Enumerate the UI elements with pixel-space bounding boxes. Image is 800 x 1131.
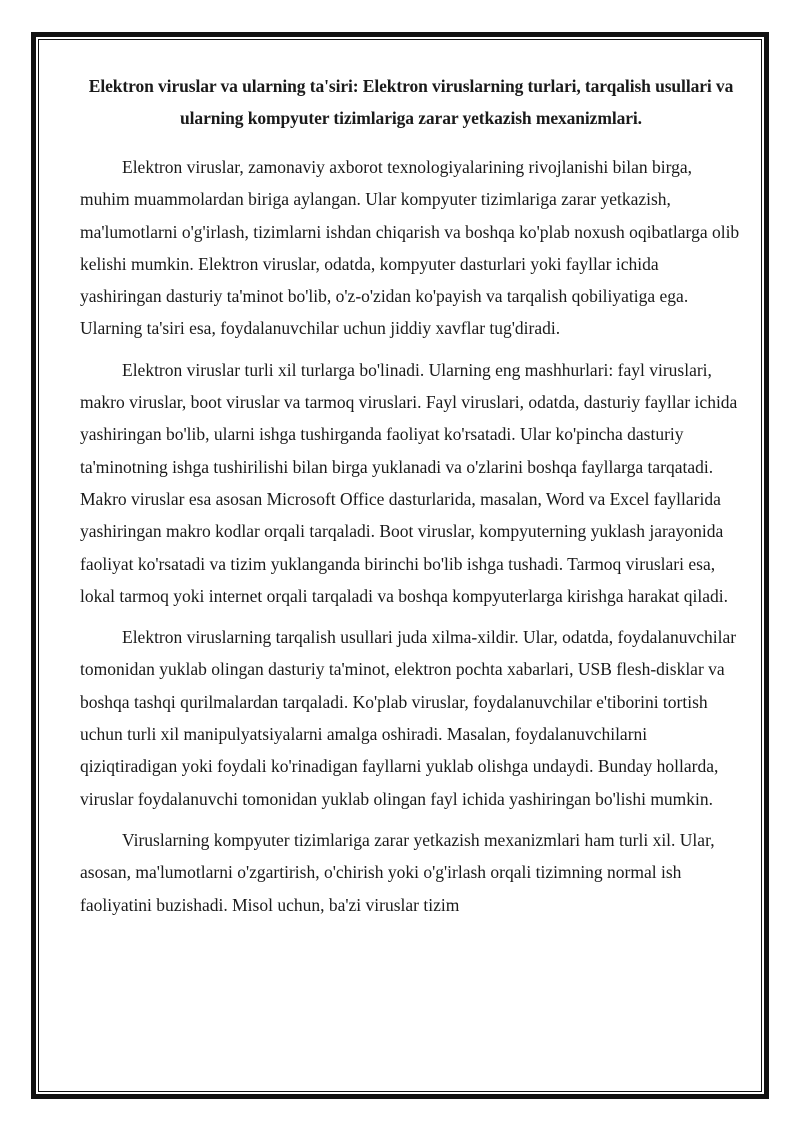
paragraph-2: Elektron viruslar turli xil turlarga bo'linadi. Ularning eng mashhurlari: fayl viruslari, makro viruslar, boot viruslar va tarmoq viruslari. Fayl viruslari, odatda, dasturiy fayllar ichida yashiringan bo'lib, ularni ishga tushirganda faoliyat ko'rsatadi. Ular ko'pincha dasturiy ta'minotning ishga tushirilishi bilan birga yuklanadi va o'zlarini boshqa fayllarga tarqatadi. Makro viruslar esa asosan Microsoft Office dasturlarida, masalan, Word va Excel fayllarida yashiringan makro kodlar orqali tarqaladi. Boot viruslar, kompyuterning yuklash jarayonida faoliyat ko'rsatadi va tizim yuklanganda birinchi bo'lib ishga tushadi. Tarmoq viruslari esa, lokal tarmoq yoki internet orqali tarqaladi va boshqa kompyuterlarga kirishga harakat qiladi. — [80, 359, 738, 606]
paragraph-4: Viruslarning kompyuter tizimlariga zarar yetkazish mexanizmlari ham turli xil. Ular, asosan, ma'lumotlarni o'zgartirish, o'chirish yoki o'g'irlash orqali tizimning normal ish faoliyatini buzishadi. Misol uchun, ba'zi viruslar tizim — [80, 829, 715, 915]
document-body — [80, 70, 742, 921]
paragraph-1: Elektron viruslar, zamonaviy axborot texnologiyalarining rivojlanishi bilan birga, muhim muammolardan biriga aylangan. Ular kompyuter tizimlariga zarar yetkazish, ma'lumotlarni o'g'irlash, tizimlarni ishdan chiqarish va boshqa ko'plab noxush oqibatlarga olib kelishi mumkin. Elektron viruslar, odatda, kompyuter dasturlari yoki fayllar ichida yashiringan dasturiy ta'minot bo'lib, o'z-o'zidan ko'payish va tarqalish qobiliyatiga ega. Ularning ta'siri esa, foydalanuvchilar uchun jiddiy xavflar tug'diradi. — [80, 157, 740, 339]
document-title: Elektron viruslar va ularning ta'siri: Elektron viruslarning turlari, tarqalish usullari va ularning kompyuter tizimlariga zarar yetkazish mexanizmlari. — [88, 76, 734, 128]
paragraph-3: Elektron viruslarning tarqalish usullari juda xilma-xildir. Ular, odatda, foydalanuvchilar tomonidan yuklab olingan dasturiy ta'minot, elektron pochta xabarlari, USB flesh-disklar va boshqa tashqi qurilmalardan tarqaladi. Ko'plab viruslar, foydalanuvchilar e'tiborini tortish uchun turli xil manipulyatsiyalarni amalga oshiradi. Masalan, foydalanuvchilarni qiziqtiradigan yoki foydali ko'rinadigan fayllarni yuklab olishga undaydi. Bunday hollarda, viruslar foydalanuvchi tomonidan yuklab olingan fayl ichida yashiringan bo'lishi mumkin. — [80, 627, 737, 809]
